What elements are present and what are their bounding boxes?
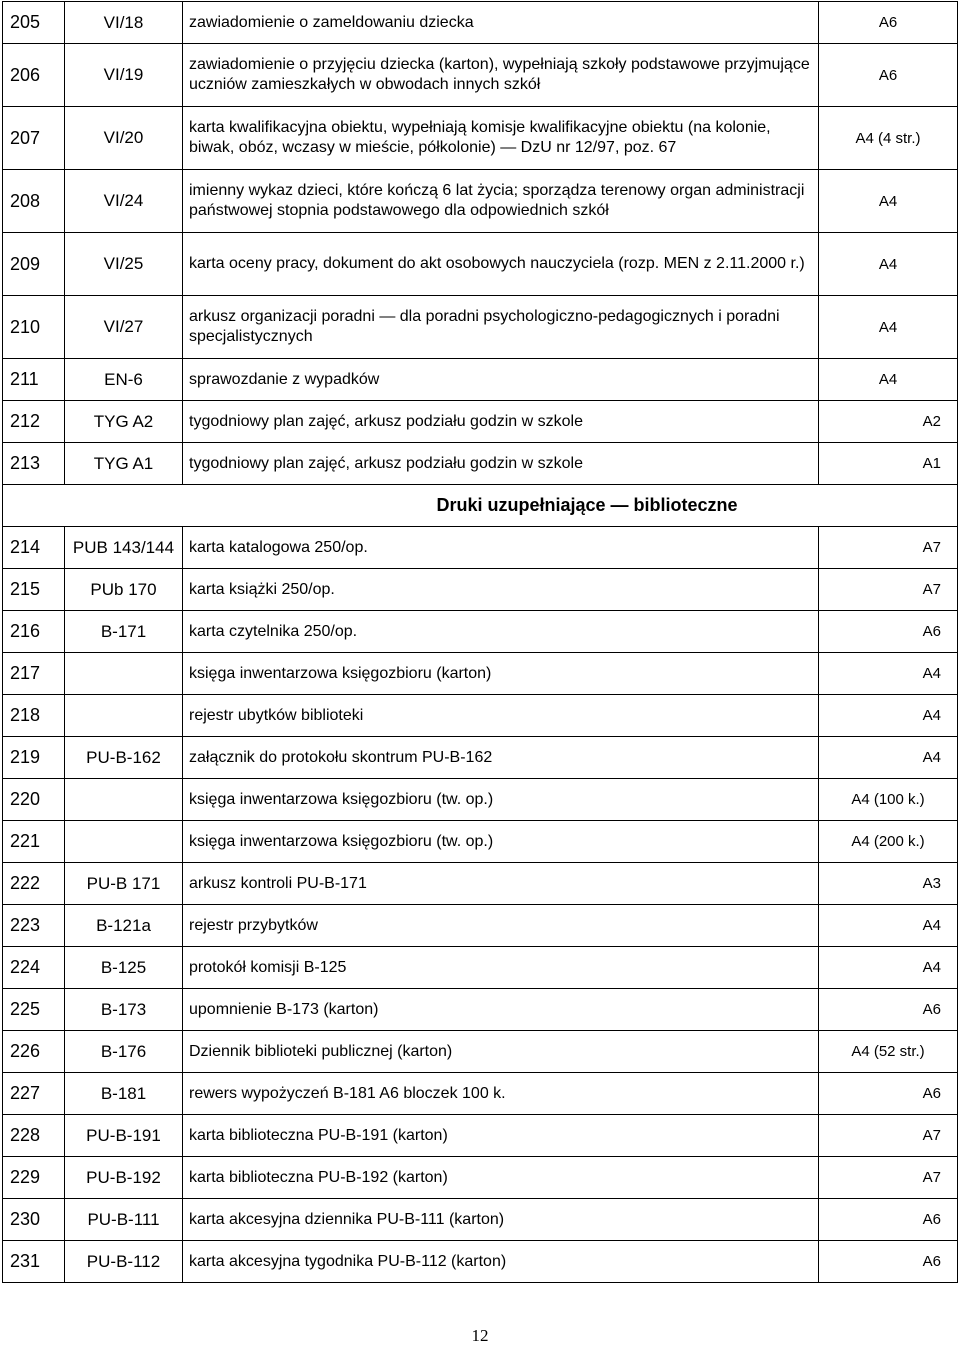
form-description: karta kwalifikacyjna obiektu, wypełniają komisje kwalifikacyjne obiektu (na kolonie, biwak, obóz, wczasy w mieście, półkolonie) — DzU nr 12/97, poz. 67 <box>183 107 819 170</box>
row-number: 213 <box>3 443 65 485</box>
form-code: PU-B-191 <box>65 1115 183 1157</box>
paper-format: A4 <box>819 296 958 359</box>
table-row <box>3 359 958 401</box>
form-code: VI/27 <box>65 296 183 359</box>
table-row <box>3 44 958 107</box>
table-row <box>3 821 958 863</box>
paper-format: A4 <box>819 947 958 989</box>
row-number: 224 <box>3 947 65 989</box>
form-code: EN-6 <box>65 359 183 401</box>
row-number: 221 <box>3 821 65 863</box>
table-row <box>3 1031 958 1073</box>
row-number: 227 <box>3 1073 65 1115</box>
form-description: karta czytelnika 250/op. <box>183 611 819 653</box>
form-code: B-171 <box>65 611 183 653</box>
form-code: VI/19 <box>65 44 183 107</box>
paper-format: A6 <box>819 611 958 653</box>
form-description: Dziennik biblioteki publicznej (karton) <box>183 1031 819 1073</box>
paper-format: A4 (200 k.) <box>819 821 958 863</box>
form-code: PU-B-112 <box>65 1241 183 1283</box>
table-row <box>3 569 958 611</box>
paper-format: A4 <box>819 737 958 779</box>
paper-format: A4 (4 str.) <box>819 107 958 170</box>
table-row <box>3 737 958 779</box>
paper-format: A2 <box>819 401 958 443</box>
paper-format: A4 (52 str.) <box>819 1031 958 1073</box>
form-description: karta katalogowa 250/op. <box>183 527 819 569</box>
form-code: PU-B-162 <box>65 737 183 779</box>
form-code: B-173 <box>65 989 183 1031</box>
form-description: rewers wypożyczeń B-181 A6 bloczek 100 k. <box>183 1073 819 1115</box>
paper-format: A7 <box>819 1157 958 1199</box>
form-description: zawiadomienie o przyjęciu dziecka (karton), wypełniają szkoły podstawowe przyjmujące uczniów zamieszkałych w obwodach innych szkół <box>183 44 819 107</box>
row-number: 230 <box>3 1199 65 1241</box>
paper-format: A4 <box>819 359 958 401</box>
paper-format: A7 <box>819 527 958 569</box>
form-code <box>65 695 183 737</box>
paper-format: A6 <box>819 1241 958 1283</box>
paper-format: A4 <box>819 233 958 296</box>
paper-format: A3 <box>819 863 958 905</box>
form-description: sprawozdanie z wypadków <box>183 359 819 401</box>
table-row <box>3 1073 958 1115</box>
paper-format: A4 <box>819 905 958 947</box>
form-description: arkusz organizacji poradni — dla poradni psychologiczno-pedagogicznych i poradni specjalistycznych <box>183 296 819 359</box>
form-description: karta biblioteczna PU-B-192 (karton) <box>183 1157 819 1199</box>
paper-format: A6 <box>819 989 958 1031</box>
table-row <box>3 2 958 44</box>
table-row <box>3 1241 958 1283</box>
form-description: tygodniowy plan zajęć, arkusz podziału godzin w szkole <box>183 443 819 485</box>
row-number: 205 <box>3 2 65 44</box>
table-row <box>3 1115 958 1157</box>
paper-format: A7 <box>819 569 958 611</box>
row-number: 229 <box>3 1157 65 1199</box>
form-code: PU-B-111 <box>65 1199 183 1241</box>
form-description: karta biblioteczna PU-B-191 (karton) <box>183 1115 819 1157</box>
form-description: imienny wykaz dzieci, które kończą 6 lat życia; sporządza terenowy organ administracji państwowej stopnia podstawowego dla odpowiednich szkół <box>183 170 819 233</box>
form-code: TYG A1 <box>65 443 183 485</box>
row-number: 228 <box>3 1115 65 1157</box>
table-row <box>3 296 958 359</box>
form-code <box>65 821 183 863</box>
row-number: 226 <box>3 1031 65 1073</box>
forms-table <box>2 1 958 1283</box>
paper-format: A6 <box>819 1073 958 1115</box>
paper-format: A6 <box>819 1199 958 1241</box>
form-code: PUB 143/144 <box>65 527 183 569</box>
form-code: PU-B 171 <box>65 863 183 905</box>
form-description: rejestr przybytków <box>183 905 819 947</box>
form-code: PUb 170 <box>65 569 183 611</box>
form-code: VI/24 <box>65 170 183 233</box>
form-description: księga inwentarzowa księgozbioru (tw. op.) <box>183 779 819 821</box>
table-row <box>3 170 958 233</box>
form-code: B-125 <box>65 947 183 989</box>
table-row <box>3 863 958 905</box>
section-heading-row <box>3 485 958 527</box>
row-number: 217 <box>3 653 65 695</box>
form-code: B-181 <box>65 1073 183 1115</box>
table-row <box>3 779 958 821</box>
row-number: 222 <box>3 863 65 905</box>
paper-format: A4 <box>819 170 958 233</box>
paper-format: A4 <box>819 653 958 695</box>
form-description: karta oceny pracy, dokument do akt osobowych nauczyciela (rozp. MEN z 2.11.2000 r.) <box>183 233 819 296</box>
form-description: księga inwentarzowa księgozbioru (karton) <box>183 653 819 695</box>
form-code: B-121a <box>65 905 183 947</box>
table-row <box>3 905 958 947</box>
row-number: 220 <box>3 779 65 821</box>
form-description: karta książki 250/op. <box>183 569 819 611</box>
row-number: 207 <box>3 107 65 170</box>
table-row <box>3 989 958 1031</box>
library-forms-rows <box>3 527 958 1283</box>
table-row <box>3 653 958 695</box>
form-description: arkusz kontroli PU-B-171 <box>183 863 819 905</box>
form-description: protokół komisji B-125 <box>183 947 819 989</box>
form-description: załącznik do protokołu skontrum PU-B-162 <box>183 737 819 779</box>
section-heading: Druki uzupełniające — biblioteczne <box>3 485 958 527</box>
form-description: księga inwentarzowa księgozbioru (tw. op.) <box>183 821 819 863</box>
form-code <box>65 779 183 821</box>
table-row <box>3 947 958 989</box>
table-row <box>3 233 958 296</box>
row-number: 218 <box>3 695 65 737</box>
form-code: TYG A2 <box>65 401 183 443</box>
table-row <box>3 107 958 170</box>
page-number: 12 <box>471 1326 489 1345</box>
table-row <box>3 611 958 653</box>
row-number: 208 <box>3 170 65 233</box>
row-number: 209 <box>3 233 65 296</box>
row-number: 215 <box>3 569 65 611</box>
row-number: 214 <box>3 527 65 569</box>
form-description: karta akcesyjna tygodnika PU-B-112 (karton) <box>183 1241 819 1283</box>
row-number: 223 <box>3 905 65 947</box>
row-number: 212 <box>3 401 65 443</box>
table-row <box>3 527 958 569</box>
form-description: upomnienie B-173 (karton) <box>183 989 819 1031</box>
form-code: VI/25 <box>65 233 183 296</box>
row-number: 225 <box>3 989 65 1031</box>
row-number: 210 <box>3 296 65 359</box>
paper-format: A7 <box>819 1115 958 1157</box>
table-row <box>3 695 958 737</box>
form-code: VI/18 <box>65 2 183 44</box>
table-row <box>3 1199 958 1241</box>
table-row <box>3 1157 958 1199</box>
form-description: karta akcesyjna dziennika PU-B-111 (karton) <box>183 1199 819 1241</box>
paper-format: A4 <box>819 695 958 737</box>
paper-format: A4 (100 k.) <box>819 779 958 821</box>
table-row <box>3 443 958 485</box>
form-code <box>65 653 183 695</box>
row-number: 219 <box>3 737 65 779</box>
paper-format: A6 <box>819 44 958 107</box>
form-code: PU-B-192 <box>65 1157 183 1199</box>
form-description: rejestr ubytków biblioteki <box>183 695 819 737</box>
table-row <box>3 401 958 443</box>
row-number: 231 <box>3 1241 65 1283</box>
form-description: zawiadomienie o zameldowaniu dziecka <box>183 2 819 44</box>
row-number: 211 <box>3 359 65 401</box>
form-description: tygodniowy plan zajęć, arkusz podziału godzin w szkole <box>183 401 819 443</box>
row-number: 216 <box>3 611 65 653</box>
row-number: 206 <box>3 44 65 107</box>
form-code: VI/20 <box>65 107 183 170</box>
paper-format: A1 <box>819 443 958 485</box>
form-code: B-176 <box>65 1031 183 1073</box>
paper-format: A6 <box>819 2 958 44</box>
